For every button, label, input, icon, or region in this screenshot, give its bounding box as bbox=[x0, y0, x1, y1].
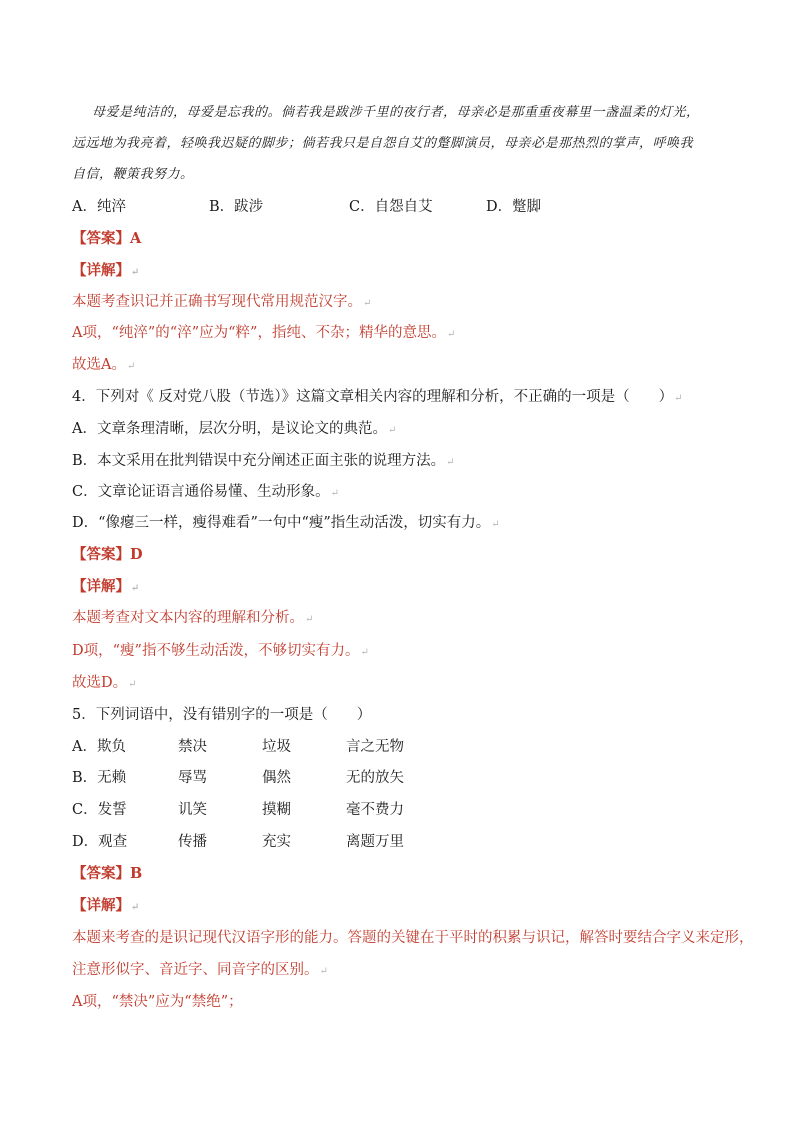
q3-options bbox=[72, 197, 732, 217]
q3-detail-heading: 【详解】↵ bbox=[72, 262, 140, 279]
q5-d-word-1: D．观查 bbox=[72, 834, 128, 850]
q5-d-word-2: 传播 bbox=[178, 834, 207, 850]
q5-explain-3: A项，“禁决”应为“禁绝”； bbox=[72, 994, 243, 1010]
q4-answer: 【答案】D bbox=[72, 546, 143, 563]
q5-d-word-3: 充实 bbox=[262, 834, 291, 850]
q5-explain-1: 本题来考查的是识记现代汉语字形的能力。答题的关键在于平时的积累与识记，解答时要结合字义来定形， bbox=[72, 930, 754, 946]
q5-question: 5．下列词语中，没有错别字的一项是（ ） bbox=[72, 707, 372, 723]
q5-a-word-2: 禁决 bbox=[178, 739, 207, 755]
q5-b-word-1: B．无赖 bbox=[72, 770, 127, 786]
q5-c-word-4: 毫不费力 bbox=[346, 802, 404, 818]
q4-explain-2: D项，“瘦”指不够生动活泼，不够切实有力。↵ bbox=[72, 643, 369, 659]
passage-line-2: 远远地为我亮着，轻唤我迟疑的脚步；倘若我只是自怨自艾的蹩脚演员，母亲必是那热烈的掌声，呼唤我 bbox=[72, 136, 694, 151]
q3-explain-2: A项，“纯淬”的“淬”应为“粹”，指纯、不杂；精华的意思。↵ bbox=[72, 325, 456, 341]
q3-answer: 【答案】A bbox=[72, 230, 142, 247]
q5-c-word-1: C．发誓 bbox=[72, 802, 127, 818]
q5-b-word-2: 辱骂 bbox=[178, 770, 207, 786]
q3-option-b: B．跋涉 bbox=[209, 199, 264, 215]
q3-explain-1: 本题考查识记并正确书写现代常用规范汉字。↵ bbox=[72, 294, 372, 310]
q5-row-a bbox=[72, 737, 732, 757]
q5-row-b bbox=[72, 768, 732, 788]
q5-row-c bbox=[72, 800, 732, 820]
q5-detail-heading: 【详解】↵ bbox=[72, 897, 140, 914]
q3-conclusion: 故选A。↵ bbox=[72, 357, 136, 373]
q5-b-word-3: 偶然 bbox=[262, 770, 291, 786]
q4-detail-heading: 【详解】↵ bbox=[72, 578, 140, 595]
q5-explain-2: 注意形似字、音近字、同音字的区别。↵ bbox=[72, 962, 328, 978]
q4-explain-1: 本题考查对文本内容的理解和分析。↵ bbox=[72, 610, 314, 626]
q5-answer: 【答案】B bbox=[72, 865, 143, 882]
q4-question: 4．下列对《 反对党八股（节选）》这篇文章相关内容的理解和分析，不正确的一项是（ ）↵ bbox=[72, 389, 683, 405]
q3-option-d: D．蹩脚 bbox=[486, 199, 542, 215]
q5-b-word-4: 无的放矢 bbox=[346, 770, 404, 786]
q5-a-word-1: A．欺负 bbox=[72, 739, 126, 755]
q5-a-word-4: 言之无物 bbox=[346, 739, 404, 755]
passage-line-1: 母爱是纯洁的，母爱是忘我的。倘若我是跋涉千里的夜行者，母亲必是那重重夜幕里一盏温柔的灯光， bbox=[92, 105, 700, 120]
passage-line-3: 自信，鞭策我努力。 bbox=[72, 167, 194, 182]
q5-c-word-3: 摸糊 bbox=[262, 802, 291, 818]
q5-row-d bbox=[72, 832, 732, 852]
q5-d-word-4: 离题万里 bbox=[346, 834, 404, 850]
q4-option-a: A．文章条理清晰，层次分明，是议论文的典范。↵ bbox=[72, 421, 397, 437]
q4-option-d: D．“像瘪三一样，瘦得难看”一句中“瘦”指生动活泼，切实有力。↵ bbox=[72, 515, 500, 531]
q4-conclusion: 故选D。↵ bbox=[72, 675, 137, 691]
q4-option-b: B．本文采用在批判错误中充分阐述正面主张的说理方法。↵ bbox=[72, 453, 455, 469]
q4-option-c: C．文章论证语言通俗易懂、生动形象。↵ bbox=[72, 484, 339, 500]
q3-option-a: A．纯淬 bbox=[72, 199, 126, 215]
q5-c-word-2: 讥笑 bbox=[178, 802, 207, 818]
q5-a-word-3: 垃圾 bbox=[262, 739, 291, 755]
q3-option-c: C．自怨自艾 bbox=[349, 199, 433, 215]
